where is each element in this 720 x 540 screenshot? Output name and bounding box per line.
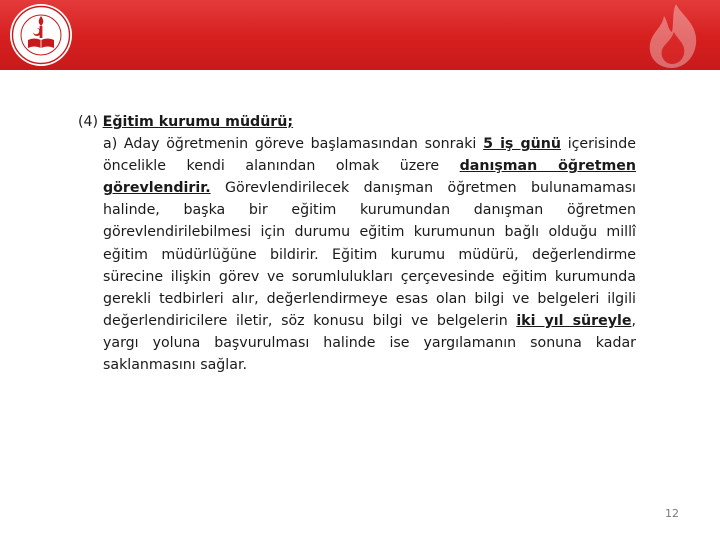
paragraph-text-4: , yargı yoluna başvurulması halinde ise yargılamanın sonuna kadar saklanmasını sağlar. <box>103 312 636 374</box>
document-body <box>78 111 636 376</box>
paragraph-text-3: Görevlendirilecek danışman öğretmen bulunamaması halinde, başka bir eğitim kurumundan danışman öğretmen görevlendirilebilmesi için durumu eğitim kurumunun bağlı olduğu millî eğitim müdürlüğüne bildirir. Eğitim kurumu müdürü, değerlendirme sürecine ilişkin görev ve sorumlulukları çerçevesinde eğitim kurumunda gerekli tedbirleri alır, değerlendirmeye esas olan bilgi ve belgeleri ilgili değerlendiricilere iletir, söz konusu bilgi ve belgelerin <box>103 180 636 329</box>
emphasis-retention-period: iki yıl süreyle <box>516 312 632 329</box>
emphasis-deadline: 5 iş günü <box>483 136 561 153</box>
heading-title: Eğitim kurumu müdürü; <box>102 114 294 130</box>
ministry-emblem-icon <box>8 2 74 68</box>
flame-icon <box>638 2 708 70</box>
section-heading <box>78 111 636 133</box>
body-paragraph <box>103 133 636 376</box>
page-number: 12 <box>665 507 679 520</box>
heading-number: (4) <box>78 114 99 130</box>
paragraph-text-1: a) Aday öğretmenin göreve başlamasından sonraki <box>103 136 484 153</box>
header-band <box>0 0 720 70</box>
paragraph-text-2: içerisinde öncelikle kendi alanından olmak üzere <box>103 136 636 175</box>
emphasis-mentor-assignment: danışman öğretmen görevlendirir. <box>103 158 636 197</box>
